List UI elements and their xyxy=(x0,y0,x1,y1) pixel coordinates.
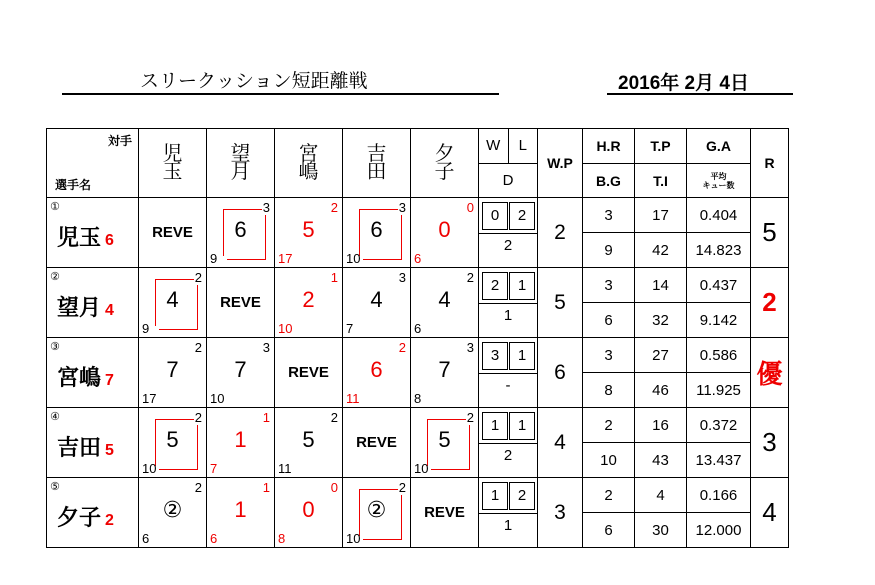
avg-header xyxy=(687,164,751,198)
wl-header-inner xyxy=(479,129,537,163)
match-score: ② xyxy=(366,496,387,522)
innings: 10 xyxy=(210,390,225,406)
player-name-cell xyxy=(47,408,139,478)
self-match-label: REVE xyxy=(288,363,329,381)
ti-header: T.I xyxy=(635,164,687,198)
wins: 2 xyxy=(482,272,508,300)
self-match-label: REVE xyxy=(424,503,465,521)
wld-inner xyxy=(479,409,537,477)
match-cell xyxy=(411,408,479,478)
match-score: 5 xyxy=(302,426,315,452)
draws: 2 xyxy=(503,236,513,254)
total-innings: 30 xyxy=(635,513,687,548)
high-run: 2 xyxy=(466,269,474,285)
match-score: 6 xyxy=(370,356,383,382)
wld-cell xyxy=(479,338,538,408)
match-score: 1 xyxy=(234,496,247,522)
opponent-header xyxy=(343,129,411,198)
rank-header: R xyxy=(751,129,789,198)
general-average: 0.166 xyxy=(687,478,751,513)
ga-header: G.A xyxy=(687,129,751,164)
player-row xyxy=(47,268,789,303)
match-cell-inner xyxy=(411,269,478,337)
match-score: 6 xyxy=(370,216,383,242)
match-cell-inner xyxy=(343,269,410,337)
wld-cell xyxy=(479,268,538,338)
match-cell xyxy=(207,338,275,408)
match-cell xyxy=(343,338,411,408)
player-number: ④ xyxy=(50,410,60,423)
hr-header: H.R xyxy=(583,129,635,164)
player-row xyxy=(47,338,789,373)
match-score: 1 xyxy=(234,426,247,452)
match-cell xyxy=(139,268,207,338)
player-name-inner xyxy=(47,479,138,547)
match-cell xyxy=(411,198,479,268)
avg-header-line1: 平均 xyxy=(710,171,727,181)
innings: 10 xyxy=(278,320,293,336)
high-run: 2 xyxy=(194,269,202,285)
wins: 1 xyxy=(482,412,508,440)
general-average: 0.586 xyxy=(687,338,751,373)
wld-inner xyxy=(479,199,537,267)
player-name xyxy=(57,291,114,322)
match-cell xyxy=(139,478,207,548)
innings: 6 xyxy=(414,320,422,336)
general-average: 0.404 xyxy=(687,198,751,233)
match-cell-inner xyxy=(207,339,274,407)
opponent-header xyxy=(207,129,275,198)
best-game: 9 xyxy=(583,233,635,268)
losses: 1 xyxy=(509,412,535,440)
innings: 7 xyxy=(346,320,354,336)
high-run: 2 xyxy=(330,199,338,215)
player-number: ③ xyxy=(50,340,60,353)
match-cell xyxy=(207,478,275,548)
high-run: 2 xyxy=(194,479,202,495)
average-cues: 14.823 xyxy=(687,233,751,268)
match-cell-inner xyxy=(275,269,342,337)
match-score: 4 xyxy=(370,286,383,312)
high-run: 2 xyxy=(398,339,406,355)
match-date: 2016年 2月 4日 xyxy=(618,73,749,94)
match-score: 7 xyxy=(166,356,179,382)
high-run: 3 xyxy=(262,339,270,355)
match-cell-inner xyxy=(139,409,206,477)
wld-cell xyxy=(479,198,538,268)
results-table xyxy=(46,128,789,548)
high-run: 3 xyxy=(398,199,406,215)
high-run: 1 xyxy=(262,409,270,425)
win-points: 4 xyxy=(538,408,583,478)
match-score: 7 xyxy=(234,356,247,382)
match-score: 5 xyxy=(302,216,315,242)
innings: 8 xyxy=(414,390,422,406)
rank: 5 xyxy=(751,198,789,268)
high-run: 0 xyxy=(466,199,474,215)
innings: 6 xyxy=(210,530,218,546)
opponent-header xyxy=(275,129,343,198)
match-cell xyxy=(275,408,343,478)
wins: 1 xyxy=(482,482,508,510)
match-cell xyxy=(139,198,207,268)
match-score: 0 xyxy=(438,216,451,242)
player-name-inner xyxy=(47,409,138,477)
wins: 3 xyxy=(482,342,508,370)
match-cell-inner xyxy=(275,479,342,547)
high-run: 2 xyxy=(194,409,202,425)
total-points: 4 xyxy=(635,478,687,513)
match-cell-inner xyxy=(411,199,478,267)
player-target-points: 4 xyxy=(105,301,114,319)
general-average: 0.437 xyxy=(687,268,751,303)
losses: 2 xyxy=(509,202,535,230)
high-run: 3 xyxy=(398,269,406,285)
title-underline xyxy=(62,93,499,95)
high-run-total: 2 xyxy=(583,408,635,443)
date-underline xyxy=(607,93,793,95)
high-run-total: 3 xyxy=(583,198,635,233)
high-run: 2 xyxy=(398,479,406,495)
match-score: 4 xyxy=(166,286,179,312)
innings: 9 xyxy=(142,320,150,336)
innings: 17 xyxy=(142,390,157,406)
bg-header: B.G xyxy=(583,164,635,198)
match-score: 4 xyxy=(438,286,451,312)
rank: 4 xyxy=(751,478,789,548)
wl-header xyxy=(479,129,538,164)
innings: 10 xyxy=(414,460,429,476)
match-score: 5 xyxy=(166,426,179,452)
match-cell-inner xyxy=(139,269,206,337)
high-run: 1 xyxy=(262,479,270,495)
losses: 2 xyxy=(509,482,535,510)
high-run: 3 xyxy=(262,199,270,215)
wp-header: W.P xyxy=(538,129,583,198)
draws: 1 xyxy=(503,516,513,534)
w-header: W xyxy=(479,129,509,163)
wins: 0 xyxy=(482,202,508,230)
match-score: 2 xyxy=(302,286,315,312)
opponent-name: 吉 田 xyxy=(366,143,387,183)
player-name-text: 児玉 xyxy=(57,224,102,250)
best-game: 6 xyxy=(583,303,635,338)
innings: 10 xyxy=(346,250,361,266)
l-header: L xyxy=(518,137,527,154)
match-cell xyxy=(207,198,275,268)
match-cell xyxy=(343,408,411,478)
player-name-inner xyxy=(47,269,138,337)
player-number: ① xyxy=(50,200,60,213)
match-cell-inner xyxy=(275,409,342,477)
match-cell-inner xyxy=(139,479,206,547)
total-points: 14 xyxy=(635,268,687,303)
player-name-cell xyxy=(47,268,139,338)
corner-header xyxy=(47,129,139,198)
innings: 10 xyxy=(142,460,157,476)
d-header: D xyxy=(479,164,538,198)
total-innings: 32 xyxy=(635,303,687,338)
match-score: 6 xyxy=(234,216,247,242)
match-cell-inner xyxy=(411,339,478,407)
total-innings: 43 xyxy=(635,443,687,478)
high-run-total: 3 xyxy=(583,338,635,373)
wld-cell xyxy=(479,408,538,478)
player-row xyxy=(47,478,789,513)
innings: 10 xyxy=(346,530,361,546)
average-cues: 11.925 xyxy=(687,373,751,408)
player-name-text: 宮嶋 xyxy=(57,364,102,390)
total-points: 16 xyxy=(635,408,687,443)
player-name-text: 夕子 xyxy=(57,504,102,530)
wld-cell xyxy=(479,478,538,548)
wld-inner xyxy=(479,479,537,547)
player-name xyxy=(57,221,114,252)
player-name-inner xyxy=(47,339,138,407)
self-match-label: REVE xyxy=(356,433,397,451)
match-cell-inner xyxy=(343,479,410,547)
match-cell xyxy=(139,408,207,478)
win-points: 3 xyxy=(538,478,583,548)
player-number: ⑤ xyxy=(50,480,60,493)
match-cell-inner xyxy=(275,199,342,267)
match-cell-inner xyxy=(139,339,206,407)
innings: 11 xyxy=(278,460,292,476)
match-cell xyxy=(207,408,275,478)
wld-inner xyxy=(479,339,537,407)
opponent-name: 児 玉 xyxy=(162,143,183,183)
player-target-points: 5 xyxy=(105,441,114,459)
losses: 1 xyxy=(509,342,535,370)
match-score: 0 xyxy=(302,496,315,522)
draws: 1 xyxy=(503,306,513,324)
opponent-name: 宮 嶋 xyxy=(298,143,319,183)
match-cell xyxy=(275,268,343,338)
match-cell xyxy=(411,338,479,408)
rank: 優 xyxy=(751,338,789,408)
wld-divider xyxy=(479,443,537,444)
rank: 2 xyxy=(751,268,789,338)
high-run: 2 xyxy=(194,339,202,355)
wld-inner xyxy=(479,269,537,337)
draws: - xyxy=(505,376,511,394)
match-cell-inner xyxy=(343,199,410,267)
innings: 17 xyxy=(278,250,293,266)
self-match-label: REVE xyxy=(220,293,261,311)
player-row xyxy=(47,198,789,233)
player-name-text: 望月 xyxy=(57,294,102,320)
player-name-label: 選手名 xyxy=(55,178,92,192)
match-cell xyxy=(139,338,207,408)
opponent-header xyxy=(411,129,479,198)
player-name-inner xyxy=(47,199,138,267)
high-run: 2 xyxy=(466,409,474,425)
tp-header: T.P xyxy=(635,129,687,164)
player-name xyxy=(57,431,114,462)
average-cues: 9.142 xyxy=(687,303,751,338)
high-run-total: 3 xyxy=(583,268,635,303)
player-name xyxy=(57,361,114,392)
average-cues: 13.437 xyxy=(687,443,751,478)
player-number: ② xyxy=(50,270,60,283)
wld-divider xyxy=(479,233,537,234)
match-cell-inner xyxy=(411,409,478,477)
high-run: 1 xyxy=(330,269,338,285)
match-cell xyxy=(343,198,411,268)
player-target-points: 2 xyxy=(105,511,114,529)
match-cell-inner xyxy=(343,339,410,407)
match-cell-inner xyxy=(207,409,274,477)
opponent-label: 対手 xyxy=(107,134,132,148)
best-game: 10 xyxy=(583,443,635,478)
innings: 11 xyxy=(346,390,360,406)
innings: 9 xyxy=(210,250,218,266)
high-run: 2 xyxy=(330,409,338,425)
win-points: 5 xyxy=(538,268,583,338)
match-cell xyxy=(275,338,343,408)
win-points: 6 xyxy=(538,338,583,408)
player-name-cell xyxy=(47,478,139,548)
total-innings: 42 xyxy=(635,233,687,268)
high-run: 3 xyxy=(466,339,474,355)
match-cell xyxy=(275,198,343,268)
general-average: 0.372 xyxy=(687,408,751,443)
match-cell-inner xyxy=(207,199,274,267)
average-cues: 12.000 xyxy=(687,513,751,548)
wld-divider xyxy=(479,373,537,374)
best-game: 8 xyxy=(583,373,635,408)
innings: 8 xyxy=(278,530,286,546)
high-run: 0 xyxy=(330,479,338,495)
total-points: 27 xyxy=(635,338,687,373)
player-name xyxy=(57,501,114,532)
innings: 7 xyxy=(210,460,218,476)
match-score: 5 xyxy=(438,426,451,452)
page-title: スリークッション短距離戦 xyxy=(140,71,368,92)
opponent-name: 望 月 xyxy=(230,143,251,183)
high-run-total: 2 xyxy=(583,478,635,513)
innings: 6 xyxy=(414,250,422,266)
wld-divider xyxy=(479,513,537,514)
losses: 1 xyxy=(509,272,535,300)
avg-header-line2: キュー数 xyxy=(702,180,735,190)
player-name-cell xyxy=(47,198,139,268)
player-row xyxy=(47,408,789,443)
win-points: 2 xyxy=(538,198,583,268)
player-name-cell xyxy=(47,338,139,408)
draws: 2 xyxy=(503,446,513,464)
match-cell xyxy=(411,268,479,338)
total-points: 17 xyxy=(635,198,687,233)
self-match-label: REVE xyxy=(152,223,193,241)
match-cell xyxy=(343,478,411,548)
player-target-points: 7 xyxy=(105,371,114,389)
match-cell xyxy=(343,268,411,338)
match-cell xyxy=(207,268,275,338)
opponent-name: 夕 子 xyxy=(434,143,455,183)
opponent-header xyxy=(139,129,207,198)
match-score: 7 xyxy=(438,356,451,382)
rank: 3 xyxy=(751,408,789,478)
match-cell-inner xyxy=(207,479,274,547)
player-target-points: 6 xyxy=(105,231,114,249)
match-cell xyxy=(411,478,479,548)
total-innings: 46 xyxy=(635,373,687,408)
best-game: 6 xyxy=(583,513,635,548)
player-name-text: 吉田 xyxy=(57,434,102,460)
innings: 6 xyxy=(142,530,150,546)
match-cell xyxy=(275,478,343,548)
wld-divider xyxy=(479,303,537,304)
match-score: ② xyxy=(162,496,183,522)
